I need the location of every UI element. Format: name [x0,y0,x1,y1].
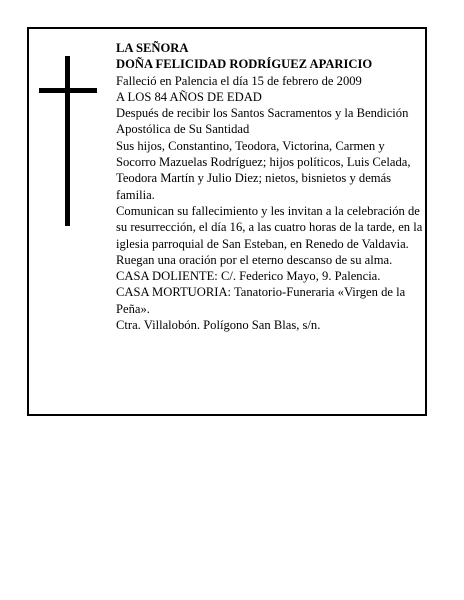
notice-text [116,40,424,333]
family-paragraph: Sus hijos, Constantino, Teodora, Victorina, Carmen y Socorro Mazuelas Rodríguez; hijos políticos, Luis Celada, Teodora Martín y Julio Diez; nietos, bisnietos y demás familia. [116,138,411,202]
death-date-line: Falleció en Palencia el día 15 de febrero de 2009 [116,73,362,88]
cross-vertical-bar [65,56,70,226]
obituary-notice [27,27,427,416]
sacraments-paragraph: Después de recibir los Santos Sacramentos y la Bendición Apostólica de Su Santidad [116,106,409,137]
announcement-paragraph: Comunican su fallecimiento y les invitan a la celebración de su resurrección, el día 16, a las cuatro horas de la tarde, en la iglesia parroquial de San Esteban, en Renedo de Valdavia. [116,203,423,251]
casa-mortuoria-line: CASA MORTUORIA: Tanatorio-Funeraria «Virgen de la Peña». [116,285,406,316]
prayer-line: Ruegan una oración por el eterno descanso de su alma. [116,252,393,267]
casa-doliente-line: CASA DOLIENTE: C/. Federico Mayo, 9. Palencia. [116,269,381,284]
cross-icon [39,56,97,226]
cross-horizontal-bar [39,88,97,93]
deceased-name: DOÑA FELICIDAD RODRÍGUEZ APARICIO [116,57,373,72]
age-line: A LOS 84 AÑOS DE EDAD [116,89,262,104]
address-line: Ctra. Villalobón. Polígono San Blas, s/n. [116,318,321,333]
title-line-1: LA SEÑORA [116,41,189,55]
